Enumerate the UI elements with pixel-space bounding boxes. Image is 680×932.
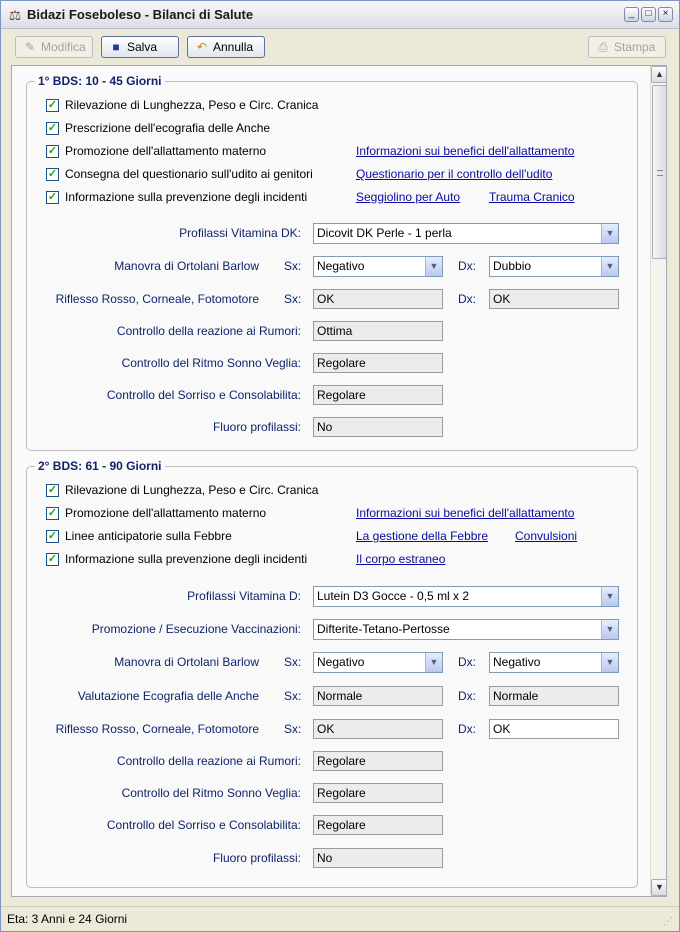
bds1-title: 1° BDS: 10 - 45 Giorni (35, 74, 165, 88)
check-label: Linee anticipatorie sulla Febbre (65, 529, 232, 543)
checkbox[interactable]: ✓ (47, 484, 58, 496)
modifica-button[interactable] (15, 36, 93, 58)
chevron-down-icon[interactable]: ▼ (425, 653, 442, 672)
select-value: Negativo (317, 655, 365, 669)
dx-label: Dx: (458, 259, 476, 273)
chevron-down-icon[interactable]: ▼ (601, 257, 618, 276)
salva-button[interactable] (101, 36, 179, 58)
link-allattamento[interactable]: Informazioni sui benefici dell'allattamento (356, 506, 575, 520)
resize-grip-icon[interactable]: ⋰ (663, 916, 673, 927)
checkbox[interactable]: ✓ (47, 553, 58, 565)
title-bar[interactable] (1, 1, 679, 29)
ortolani-dx-select[interactable] (489, 256, 619, 277)
vaccinazioni-label: Promozione / Esecuzione Vaccinazioni: (91, 622, 301, 636)
close-button[interactable]: × (658, 7, 673, 22)
ecografia-label: Valutazione Ecografia delle Anche (77, 689, 259, 703)
ecografia-sx-field[interactable]: Normale (313, 686, 443, 706)
dx-label: Dx: (458, 292, 476, 306)
stampa-label: Stampa (614, 40, 656, 54)
select-value: Lutein D3 Gocce - 0,5 ml x 2 (317, 589, 470, 603)
vertical-scrollbar[interactable] (650, 66, 667, 896)
link-questionario-udito[interactable]: Questionario per il controllo dell'udito (356, 167, 553, 181)
check-label: Rilevazione di Lunghezza, Peso e Circ. Cranica (65, 98, 319, 112)
sonno-label: Controllo del Ritmo Sonno Veglia: (121, 356, 301, 370)
checkbox[interactable]: ✓ (47, 99, 58, 111)
profilassi-dk-select[interactable] (313, 223, 619, 244)
sx-label: Sx: (284, 259, 302, 273)
select-value: Negativo (317, 259, 365, 273)
sonno-label: Controllo del Ritmo Sonno Veglia: (121, 786, 301, 800)
sorriso-field[interactable]: Regolare (313, 385, 443, 405)
fluoro-field[interactable]: No (313, 417, 443, 437)
checkbox[interactable]: ✓ (47, 507, 58, 519)
bds2-title: 2° BDS: 61 - 90 Giorni (35, 459, 165, 473)
dx-label: Dx: (458, 689, 476, 703)
ortolani-label: Manovra di Ortolani Barlow (114, 655, 259, 669)
sx-label: Sx: (284, 292, 302, 306)
ortolani-sx-select[interactable] (313, 256, 443, 277)
rumori-field[interactable]: Ottima (313, 321, 443, 341)
chevron-down-icon[interactable]: ▼ (601, 587, 618, 606)
window-title: Bidazi Foseboleso - Bilanci di Salute (27, 7, 254, 22)
bds1-group (26, 74, 638, 451)
ortolani-label: Manovra di Ortolani Barlow (114, 259, 259, 273)
toolbar (1, 30, 679, 64)
chevron-down-icon[interactable]: ▼ (601, 224, 618, 243)
sx-label: Sx: (284, 655, 302, 669)
riflesso-sx-field[interactable]: OK (313, 289, 443, 309)
link-convulsioni[interactable]: Convulsioni (515, 529, 578, 543)
checkbox[interactable]: ✓ (47, 145, 58, 157)
minimize-button[interactable]: _ (624, 7, 639, 22)
printer-icon: ⎙ (598, 40, 608, 54)
stampa-button[interactable] (588, 36, 666, 58)
dx-label: Dx: (458, 722, 476, 736)
scales-icon: ⚖ (8, 7, 22, 23)
check-label: Informazione sulla prevenzione degli incidenti (65, 552, 308, 566)
chevron-down-icon[interactable]: ▼ (601, 653, 618, 672)
floppy-disk-icon: ■ (112, 40, 120, 54)
scroll-up-button[interactable]: ▲ (651, 66, 667, 83)
grip-icon (657, 170, 663, 176)
riflesso-label: Riflesso Rosso, Corneale, Fotomotore (55, 722, 259, 736)
sonno-field[interactable]: Regolare (313, 353, 443, 373)
profilassi-d-select[interactable] (313, 586, 619, 607)
rumori-label: Controllo della reazione ai Rumori: (116, 754, 301, 768)
ortolani-dx-select[interactable] (489, 652, 619, 673)
ecografia-dx-field[interactable]: Normale (489, 686, 619, 706)
dx-label: Dx: (458, 655, 476, 669)
scroll-thumb[interactable] (652, 85, 667, 259)
riflesso-dx-field[interactable]: OK (489, 289, 619, 309)
sx-label: Sx: (284, 722, 302, 736)
sonno-field[interactable]: Regolare (313, 783, 443, 803)
checkbox[interactable]: ✓ (47, 530, 58, 542)
vaccinazioni-select[interactable] (313, 619, 619, 640)
eta-status: Eta: 3 Anni e 24 Giorni (7, 912, 128, 926)
pencil-icon: ✎ (24, 40, 36, 54)
chevron-down-icon[interactable]: ▼ (425, 257, 442, 276)
undo-icon: ↶ (196, 40, 208, 54)
profilassi-d-label: Profilassi Vitamina D: (187, 589, 301, 603)
riflesso-dx-field[interactable]: OK (489, 719, 619, 739)
link-gestione-febbre[interactable]: La gestione della Febbre (356, 529, 489, 543)
modifica-label: Modifica (41, 40, 86, 54)
rumori-label: Controllo della reazione ai Rumori: (116, 324, 301, 338)
scroll-panel[interactable] (11, 65, 667, 897)
fluoro-label: Fluoro profilassi: (212, 420, 301, 434)
checkbox[interactable]: ✓ (47, 122, 58, 134)
sorriso-label: Controllo del Sorriso e Consolabilita: (106, 388, 301, 402)
ortolani-sx-select[interactable] (313, 652, 443, 673)
check-label: Consegna del questionario sull'udito ai genitori (65, 167, 313, 181)
check-label: Promozione dell'allattamento materno (65, 506, 267, 520)
rumori-field[interactable]: Regolare (313, 751, 443, 771)
salva-label: Salva (127, 40, 158, 54)
riflesso-label: Riflesso Rosso, Corneale, Fotomotore (55, 292, 259, 306)
link-corpo-estraneo[interactable]: Il corpo estraneo (356, 552, 446, 566)
maximize-button[interactable]: □ (641, 7, 656, 22)
link-allattamento[interactable]: Informazioni sui benefici dell'allattamento (356, 144, 575, 158)
scroll-down-button[interactable]: ▼ (651, 879, 667, 896)
annulla-button[interactable] (187, 36, 265, 58)
link-seggiolino[interactable]: Seggiolino per Auto (356, 190, 461, 204)
select-value: Dubbio (493, 259, 532, 273)
select-value: Difterite-Tetano-Pertosse (317, 622, 450, 636)
fluoro-field[interactable]: No (313, 848, 443, 868)
check-label: Prescrizione dell'ecografia delle Anche (65, 121, 271, 135)
checkbox[interactable]: ✓ (47, 168, 58, 180)
riflesso-sx-field[interactable]: OK (313, 719, 443, 739)
sx-label: Sx: (284, 689, 302, 703)
bds2-group (26, 459, 638, 888)
check-label: Informazione sulla prevenzione degli incidenti (65, 190, 308, 204)
annulla-label: Annulla (213, 40, 254, 54)
status-bar (1, 906, 679, 931)
select-value: Dicovit DK Perle - 1 perla (317, 226, 452, 240)
check-label: Rilevazione di Lunghezza, Peso e Circ. Cranica (65, 483, 319, 497)
check-label: Promozione dell'allattamento materno (65, 144, 267, 158)
profilassi-dk-label: Profilassi Vitamina DK: (179, 226, 301, 240)
checkbox[interactable]: ✓ (47, 191, 58, 203)
chevron-down-icon[interactable]: ▼ (601, 620, 618, 639)
link-trauma-cranico[interactable]: Trauma Cranico (489, 190, 575, 204)
select-value: Negativo (493, 655, 541, 669)
sorriso-label: Controllo del Sorriso e Consolabilita: (106, 818, 301, 832)
fluoro-label: Fluoro profilassi: (212, 851, 301, 865)
sorriso-field[interactable]: Regolare (313, 815, 443, 835)
